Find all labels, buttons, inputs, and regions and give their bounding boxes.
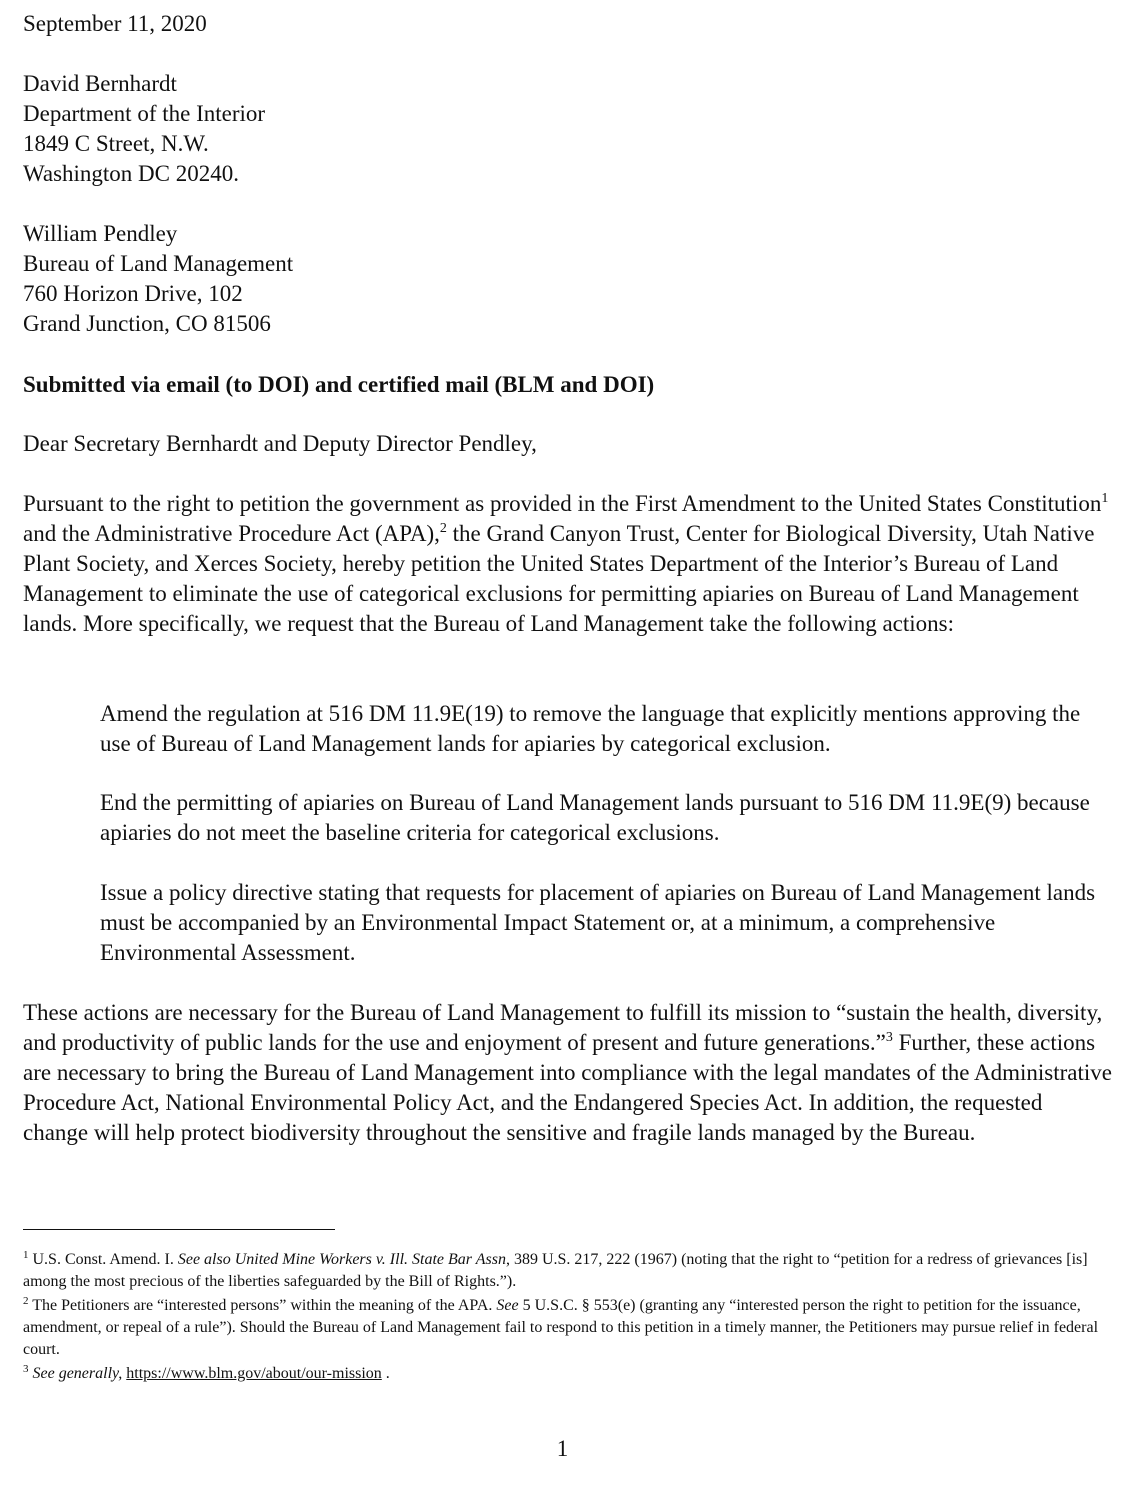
footnote-3-italic: See generally,	[32, 1365, 123, 1382]
footnote-ref-3: 3	[885, 1030, 893, 1045]
footnote-ref-2: 2	[439, 521, 447, 536]
recipient2-name: William Pendley	[23, 221, 178, 246]
p2-text-b: Further, these actions are necessary to bring the Bureau of Land Management into compliance with the legal mandates of the Administrative Procedure Act, National Environmental Policy Act, and the Endangered Species Act. In addition, the requested change will help protect biodiversity throughout the sensitive and fragile lands managed by the Bureau.	[23, 1030, 1112, 1145]
footnote-3-number: 3	[23, 1363, 29, 1375]
footnote-2-italic: See	[496, 1297, 519, 1314]
footnote-2-text-a: The Petitioners are “interested persons” within the meaning of the APA.	[28, 1297, 497, 1314]
p2-text-a: These actions are necessary for the Bureau of Land Management to fulfill its mission to “sustain the health, diversity, and productivity of public lands for the use and enjoyment of present and future generations.”	[23, 1000, 1103, 1055]
recipient2-street: 760 Horizon Drive, 102	[23, 281, 243, 306]
paragraph-petition	[23, 489, 1113, 639]
action-item-1: Amend the regulation at 516 DM 11.9E(19) to remove the language that explicitly mentions approving the use of Bureau of Land Management lands for apiaries by categorical exclusion.	[100, 701, 1081, 756]
recipient2-city: Grand Junction, CO 81506	[23, 311, 271, 336]
salutation: Dear Secretary Bernhardt and Deputy Director Pendley,	[23, 431, 537, 456]
letter-date: September 11, 2020	[23, 11, 207, 36]
footnote-1	[23, 1249, 1108, 1293]
recipient1-city: Washington DC 20240.	[23, 161, 240, 186]
page-number: 1	[556, 1436, 569, 1461]
footnote-1-number: 1	[23, 1249, 29, 1261]
recipient1-org: Department of the Interior	[23, 101, 266, 126]
footnote-1-text-a: U.S. Const. Amend. I.	[28, 1251, 178, 1268]
recipient2-org: Bureau of Land Management	[23, 251, 294, 276]
footnote-1-italic: See also United Mine Workers v. Ill. State Bar Assn	[177, 1251, 506, 1268]
blm-mission-link[interactable]: https://www.blm.gov/about/our-mission	[126, 1365, 382, 1382]
action-item-2: End the permitting of apiaries on Bureau of Land Management lands pursuant to 516 DM 11.9E(9) because apiaries do not meet the baseline criteria for categorical exclusions.	[100, 790, 1090, 845]
footnote-3-text-d: .	[381, 1365, 390, 1382]
paragraph-necessity	[23, 998, 1113, 1148]
footnote-2-number: 2	[23, 1295, 29, 1307]
p1-text-b: and the Administrative Procedure Act (APA),	[23, 521, 440, 546]
action-item-3: Issue a policy directive stating that requests for placement of apiaries on Bureau of Land Management lands must be accompanied by an Environmental Impact Statement or, at a minimum, a comprehensive Environmental Assessment.	[100, 880, 1096, 965]
footnote-divider	[23, 1229, 335, 1230]
p1-text-a: Pursuant to the right to petition the government as provided in the First Amendment to the United States Constitution	[23, 491, 1102, 516]
recipient1-name: David Bernhardt	[23, 71, 177, 96]
footnote-ref-1: 1	[1101, 491, 1109, 506]
footnote-2	[23, 1295, 1108, 1361]
submission-note: Submitted via email (to DOI) and certified mail (BLM and DOI)	[23, 372, 655, 397]
footnote-1-text-c: , 389 U.S. 217, 222 (1967) (noting that the right to “petition for a redress of grievances [is] among the most precious of the liberties safeguarded by the Bill of Rights.”).	[23, 1251, 1088, 1290]
footnote-3	[23, 1363, 1108, 1385]
p1-text-c: the Grand Canyon Trust, Center for Biological Diversity, Utah Native Plant Society, and Xerces Society, hereby petition the United States Department of the Interior’s Bureau of Land Management to eliminate the use of categorical exclusions for permitting apiaries on Bureau of Land Management lands. More specifically, we request that the Bureau of Land Management take the following actions:	[23, 521, 1095, 636]
recipient1-street: 1849 C Street, N.W.	[23, 131, 209, 156]
footnote-2-text-c: 5 U.S.C. § 553(e) (granting any “interested person the right to petition for the issuance, amendment, or repeal of a rule”). Should the Bureau of Land Management fail to respond to this petition in a timely manner, the Petitioners may pursue relief in federal court.	[23, 1297, 1099, 1358]
